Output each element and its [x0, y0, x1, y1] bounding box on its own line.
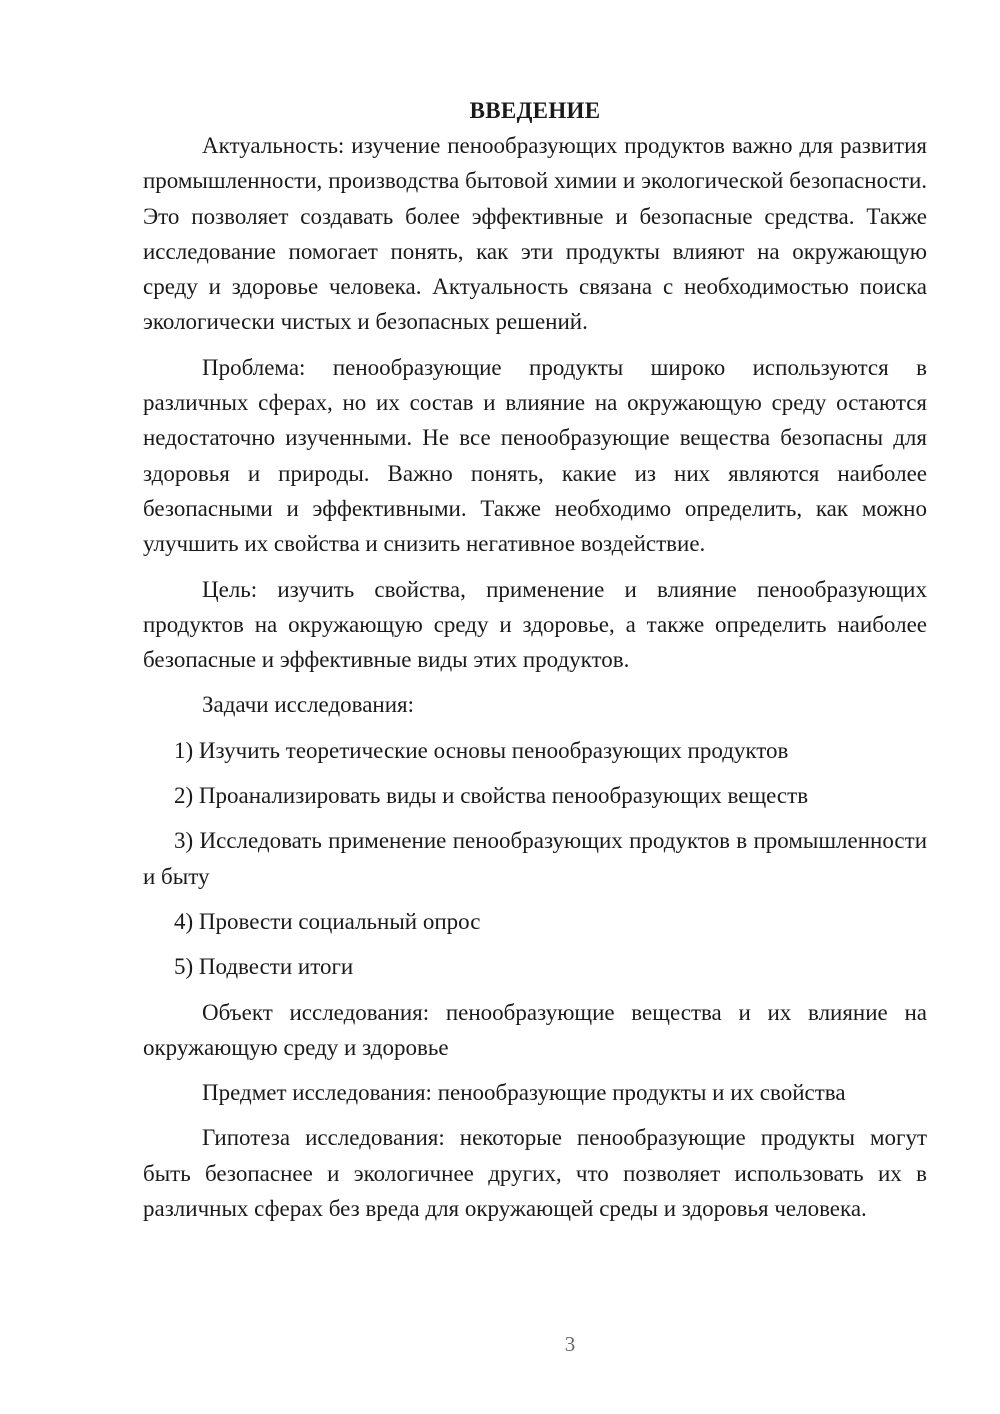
object-paragraph: Объект исследования: пенообразующие вещества и их влияние на окружающую среду и здоровье [143, 999, 927, 1060]
page-title: ВВЕДЕНИЕ [469, 98, 601, 123]
list-item: 2) Проанализировать виды и свойства пенообразующих веществ [174, 783, 809, 809]
subject-paragraph: Предмет исследования: пенообразующие продукты и их свойства [202, 1080, 846, 1106]
list-item: 4) Провести социальный опрос [174, 908, 481, 934]
hypothesis-paragraph: Гипотеза исследования: некоторые пенообразующие продукты могут быть безопаснее и экологичнее других, что позволяет использовать их в различных сферах без вреда для окружающей среды и здоровья человека. [143, 1125, 927, 1222]
problem-paragraph: Проблема: пенообразующие продукты широко используются в различных сферах, но их состав и влияние на окружающую среду остаются недостаточно изученными. Не все пенообразующие вещества безопасны для здоровья и природы. Важно понять, какие из них являются наиболее безопасными и эффективными. Также необходимо определить, как можно улучшить их свойства и снизить негативное воздействие. [143, 354, 927, 557]
list-item: 3) Исследовать применение пенообразующих продуктов в промышленности и быту [143, 828, 927, 889]
goal-paragraph: Цель: изучить свойства, применение и влияние пенообразующих продуктов на окружающую среду и здоровье, а также определить наиболее безопасные и эффективные виды этих продуктов. [143, 576, 927, 673]
list-item: 1) Изучить теоретические основы пенообразующих продуктов [174, 737, 789, 763]
page-content [143, 93, 927, 1226]
page-number: 3 [564, 1332, 576, 1356]
tasks-heading: Задачи исследования: [202, 692, 415, 718]
tasks-list [143, 733, 927, 985]
list-item: 5) Подвести итоги [174, 954, 354, 980]
relevance-paragraph: Актуальность: изучение пенообразующих продуктов важно для развития промышленности, производства бытовой химии и экологической безопасности. Это позволяет создавать более эффективные и безопасные средства. Также исследование помогает понять, как эти продукты влияют на окружающую среду и здоровье человека. Актуальность связана с необходимостью поиска экологически чистых и безопасных решений. [143, 133, 927, 335]
